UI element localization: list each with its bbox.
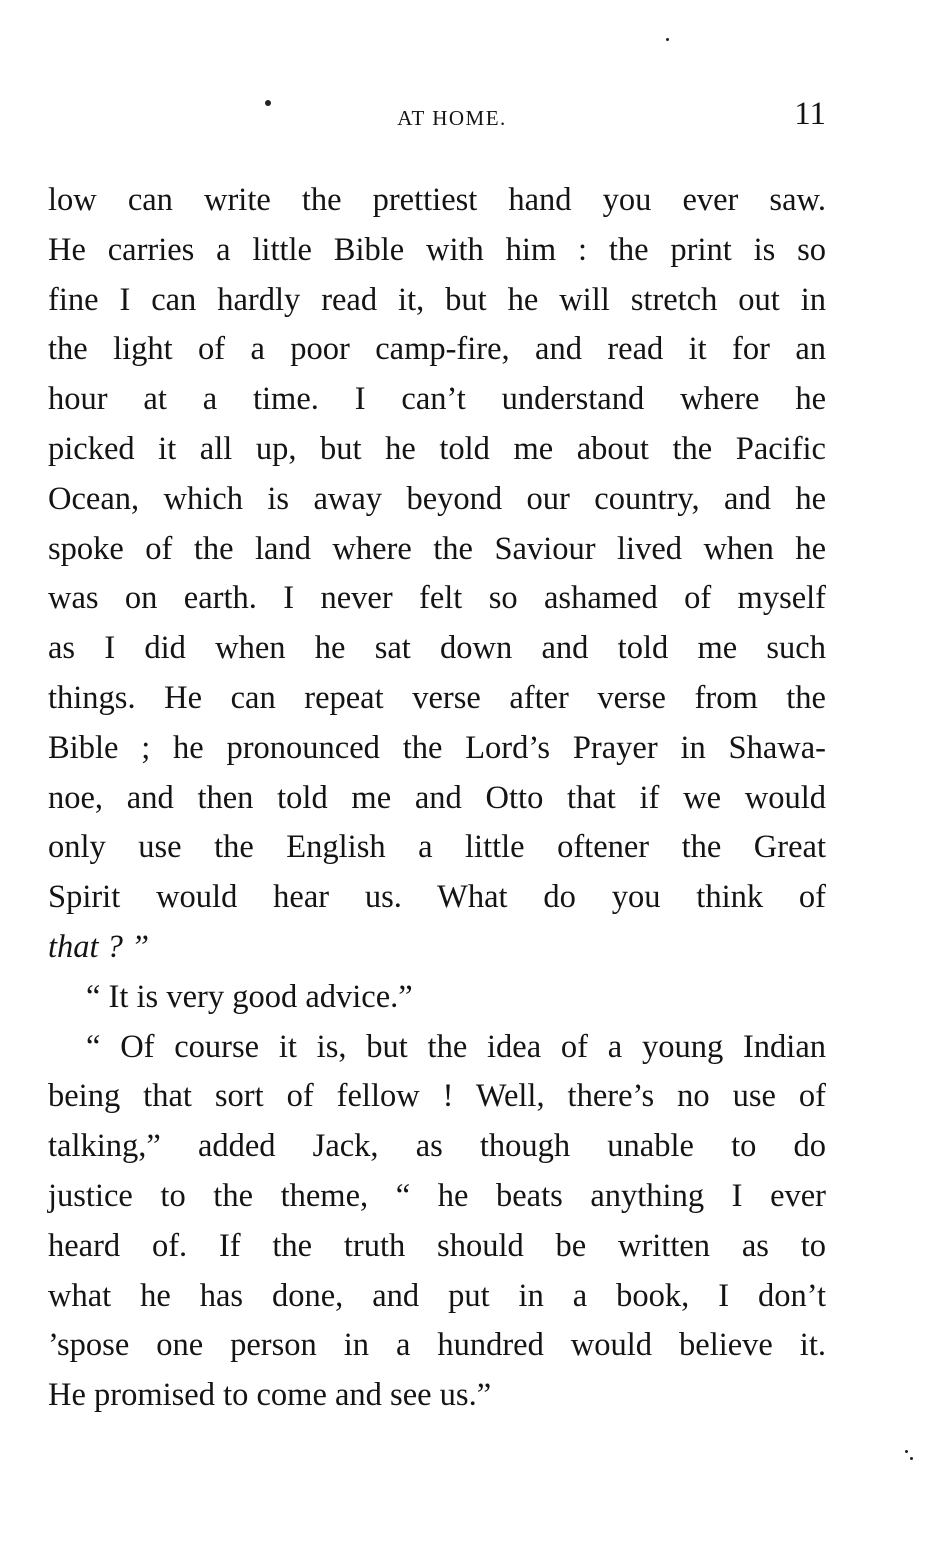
ink-speck (910, 1457, 913, 1460)
text-line: He promised to come and see us.” (48, 1377, 492, 1414)
page-header (48, 96, 826, 146)
text-line: ’spose one person in a hundred would believe it. (48, 1327, 826, 1364)
body-text (48, 176, 826, 1421)
text-line: talking,” added Jack, as though unable to do (48, 1128, 826, 1165)
text-line: hour at a time. I can’t understand where he (48, 381, 826, 418)
running-head: AT HOME. (397, 106, 507, 130)
text-line: Ocean, which is away beyond our country, and he (48, 480, 826, 517)
text-line: justice to the theme, “ he beats anything I ever (48, 1177, 826, 1214)
text-line: as I did when he sat down and told me such (48, 630, 826, 667)
text-line: He carries a little Bible with him : the print is so (48, 231, 826, 268)
text-line: Spirit would hear us. What do you think of (48, 879, 826, 916)
text-line: that ? ” (48, 928, 150, 965)
text-line: low can write the prettiest hand you ever saw. (48, 182, 826, 218)
text-line: being that sort of fellow ! Well, there’s no use of (48, 1078, 826, 1115)
text-line: Bible ; he pronounced the Lord’s Prayer in Shawa- (48, 729, 826, 766)
text-line: picked it all up, but he told me about the Pacific (48, 430, 826, 467)
text-line: fine I can hardly read it, but he will stretch out in (48, 281, 826, 318)
text-line: the light of a poor camp-fire, and read it for an (48, 331, 826, 368)
page-number: 11 (794, 96, 826, 132)
text-line: only use the English a little oftener the Great (48, 829, 826, 866)
text-line: what he has done, and put in a book, I don’t (48, 1277, 826, 1314)
text-line: spoke of the land where the Saviour lived when he (48, 530, 826, 567)
ink-speck (905, 1450, 908, 1453)
text-line: was on earth. I never felt so ashamed of myself (48, 580, 826, 617)
text-line: noe, and then told me and Otto that if we would (48, 779, 826, 816)
ink-speck (666, 38, 669, 41)
text-line: “ It is very good advice.” (86, 978, 413, 1015)
text-line: heard of. If the truth should be written as to (48, 1227, 826, 1264)
text-line: things. He can repeat verse after verse from the (48, 679, 826, 716)
text-line: “ Of course it is, but the idea of a young Indian (86, 1028, 826, 1065)
